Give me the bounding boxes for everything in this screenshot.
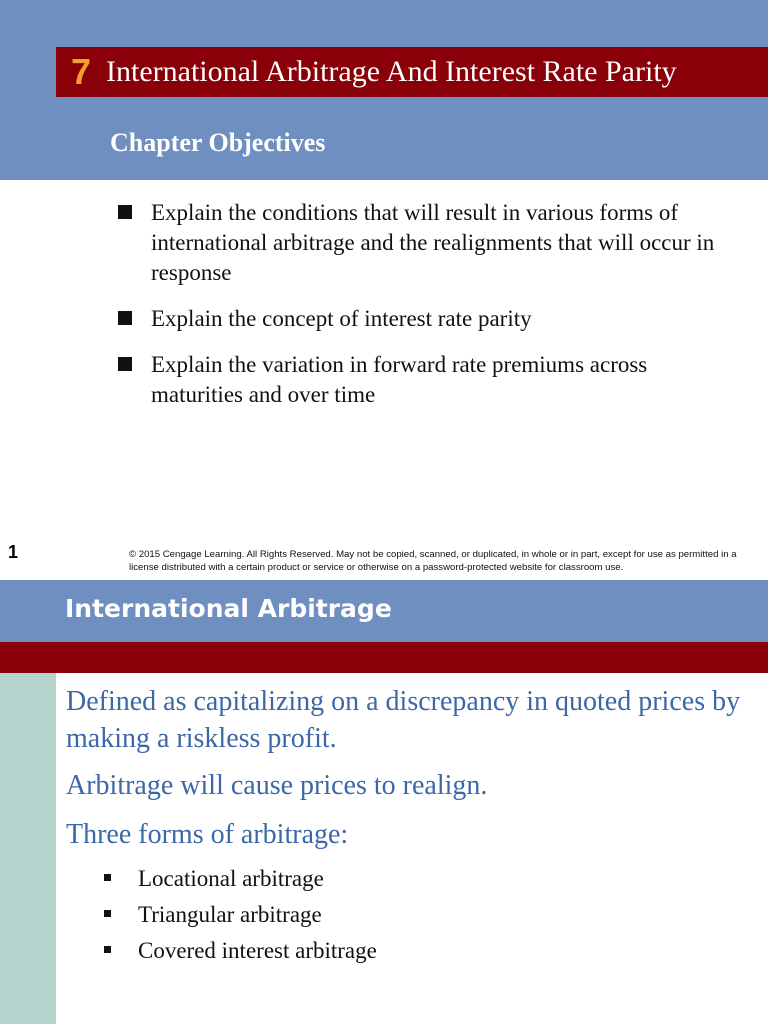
realign-text: Arbitrage will cause prices to realign. — [66, 770, 488, 801]
square-bullet-icon — [118, 205, 132, 219]
objective-text: Explain the concept of interest rate parity — [151, 306, 532, 331]
objective-item — [118, 350, 738, 410]
objective-item — [118, 304, 738, 334]
form-text: Locational arbitrage — [138, 866, 324, 891]
objective-text: Explain the variation in forward rate premiums across maturities and over time — [151, 352, 648, 407]
objectives-list — [118, 198, 738, 426]
page-number: 1 — [8, 542, 19, 562]
title-bar — [56, 47, 768, 97]
square-bullet-icon — [104, 946, 111, 953]
square-bullet-icon — [104, 910, 111, 917]
slide-subtitle: Chapter Objectives — [110, 128, 326, 157]
accent-bar — [0, 642, 768, 673]
form-text: Triangular arbitrage — [138, 902, 322, 927]
slide-2 — [0, 580, 768, 1024]
objective-text: Explain the conditions that will result in various forms of international arbitrage and the realignments that will occur in response — [151, 200, 715, 285]
forms-list — [104, 861, 746, 969]
objective-item — [118, 198, 738, 288]
chapter-number: 7 — [70, 51, 92, 92]
square-bullet-icon — [118, 357, 132, 371]
slide-title: International Arbitrage — [65, 594, 392, 623]
form-item — [104, 861, 746, 897]
form-text: Covered interest arbitrage — [138, 938, 377, 963]
square-bullet-icon — [118, 311, 132, 325]
square-bullet-icon — [104, 874, 111, 881]
copyright-notice: © 2015 Cengage Learning. All Rights Reserved. May not be copied, scanned, or duplicated, in whole or in part, except for use as permitted in a license distributed with a certain product or service or otherwise on a password-protected website for classroom use. — [129, 549, 737, 573]
slide-title: International Arbitrage And Interest Rate Parity — [106, 55, 677, 88]
slide-body — [66, 683, 746, 969]
header-band — [0, 580, 768, 642]
definition-text: Defined as capitalizing on a discrepancy in quoted prices by making a riskless profit. — [66, 686, 741, 754]
forms-heading: Three forms of arbitrage: — [66, 819, 349, 850]
form-item — [104, 933, 746, 969]
form-item — [104, 897, 746, 933]
sidebar-strip — [0, 673, 56, 1024]
